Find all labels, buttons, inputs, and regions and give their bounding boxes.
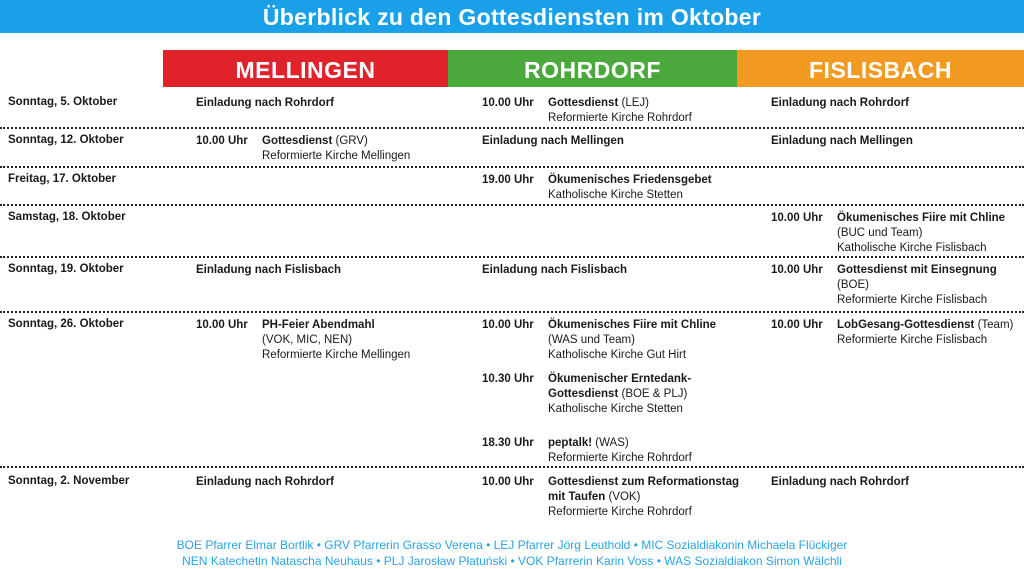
day-label: Sonntag, 19. Oktober xyxy=(8,263,124,275)
service-entry xyxy=(482,96,754,126)
service-location: Reformierte Kirche Fislisbach xyxy=(837,293,1024,308)
service-name: Ökumenisches Friedensgebet xyxy=(548,174,712,186)
service-details xyxy=(548,173,754,203)
service-leader: (Team) xyxy=(974,319,1013,331)
invitation-note: Einladung nach Mellingen xyxy=(771,134,913,149)
service-entry-content xyxy=(482,436,754,466)
service-details xyxy=(548,372,754,417)
service-leader: (VOK, MIC, NEN) xyxy=(262,333,468,348)
service-leader: (LEJ) xyxy=(618,97,649,109)
service-entry xyxy=(482,475,754,520)
row-separator xyxy=(0,466,1024,468)
service-entry xyxy=(482,436,754,466)
page-title: Überblick zu den Gottesdiensten im Oktober xyxy=(0,0,1024,33)
service-details xyxy=(837,263,1024,308)
service-leader: (WAS und Team) xyxy=(548,333,754,348)
service-location: Reformierte Kirche Rohrdorf xyxy=(548,505,754,520)
service-entry-content xyxy=(196,134,468,164)
service-details xyxy=(548,475,754,520)
service-location: Reformierte Kirche Fislisbach xyxy=(837,333,1024,348)
service-leader: (GRV) xyxy=(332,135,368,147)
service-leader: (BOE & PLJ) xyxy=(618,388,687,400)
service-location: Reformierte Kirche Mellingen xyxy=(262,348,468,363)
service-details xyxy=(837,318,1024,348)
service-time: 10.00 Uhr xyxy=(196,134,248,149)
row-separator xyxy=(0,256,1024,258)
invitation-note: Einladung nach Rohrdorf xyxy=(771,96,909,111)
service-time: 10.00 Uhr xyxy=(482,318,534,333)
legend-line: BOE Pfarrer Elmar Bortlik • GRV Pfarrerin Grasso Verena • LEJ Pfarrer Jörg Leuthold • MIC Sozialdiakonin Michaela Flückiger xyxy=(0,538,1024,554)
invitation-note: Einladung nach Fislisbach xyxy=(196,263,341,278)
invitation-note: Einladung nach Rohrdorf xyxy=(196,475,334,490)
day-label: Sonntag, 2. November xyxy=(8,475,129,487)
column-header-mellingen: MELLINGEN xyxy=(163,50,448,87)
invitation-note: Einladung nach Fislisbach xyxy=(482,263,627,278)
row-separator xyxy=(0,204,1024,206)
day-label: Sonntag, 26. Oktober xyxy=(8,318,124,330)
service-entry-content xyxy=(196,318,468,363)
service-entry-content xyxy=(771,211,1024,256)
row-separator xyxy=(0,127,1024,129)
invitation-note: Einladung nach Mellingen xyxy=(482,134,624,149)
service-name: peptalk! xyxy=(548,437,592,449)
service-location: Reformierte Kirche Rohrdorf xyxy=(548,111,754,126)
service-entry xyxy=(196,134,468,164)
service-entry xyxy=(482,173,754,203)
service-entry-content xyxy=(482,475,754,520)
service-leader: (BUC und Team) xyxy=(837,226,1024,241)
service-name: Gottesdienst mit Einsegnung xyxy=(837,264,997,276)
service-details xyxy=(262,134,468,164)
service-details xyxy=(548,318,754,363)
row-separator xyxy=(0,311,1024,313)
service-leader: (WAS) xyxy=(592,437,629,449)
service-name: Gottesdienst xyxy=(548,97,618,109)
service-name: PH-Feier Abendmahl xyxy=(262,319,375,331)
service-location: Katholische Kirche Stetten xyxy=(548,402,754,417)
service-time: 10.30 Uhr xyxy=(482,372,534,387)
service-entry xyxy=(482,372,754,417)
service-time: 19.00 Uhr xyxy=(482,173,534,188)
column-header-rohrdorf: ROHRDORF xyxy=(448,50,737,87)
service-details xyxy=(262,318,468,363)
day-label: Sonntag, 12. Oktober xyxy=(8,134,124,146)
service-time: 10.00 Uhr xyxy=(771,263,823,278)
service-entry xyxy=(196,318,468,363)
service-location: Reformierte Kirche Mellingen xyxy=(262,149,468,164)
service-name: Ökumenisches Fiire mit Chline xyxy=(548,319,716,331)
service-entry-content xyxy=(771,318,1024,348)
service-entry-content xyxy=(482,173,754,203)
service-entry-content xyxy=(771,263,1024,308)
legend-line: NEN Katechetin Natascha Neuhaus • PLJ Jarosław Płatuński • VOK Pfarrerin Karin Voss • WAS Sozialdiakon Simon Wälchli xyxy=(0,554,1024,569)
service-entry xyxy=(771,211,1024,256)
service-entry-content xyxy=(482,96,754,126)
service-leader: (BOE) xyxy=(837,278,1024,293)
service-name: Gottesdienst zum Reformationstag mit Taufen xyxy=(548,476,739,503)
service-location: Reformierte Kirche Rohrdorf xyxy=(548,451,754,466)
column-header-fislisbach: FISLISBACH xyxy=(737,50,1024,87)
service-time: 18.30 Uhr xyxy=(482,436,534,451)
service-entry-content xyxy=(482,318,754,363)
row-separator xyxy=(0,166,1024,168)
day-label: Sonntag, 5. Oktober xyxy=(8,96,117,108)
service-name: LobGesang-Gottesdienst xyxy=(837,319,974,331)
day-label: Freitag, 17. Oktober xyxy=(8,173,116,185)
service-entry-content xyxy=(482,372,754,417)
service-time: 10.00 Uhr xyxy=(482,475,534,490)
service-time: 10.00 Uhr xyxy=(482,96,534,111)
service-details xyxy=(837,211,1024,256)
service-details xyxy=(548,436,754,466)
day-label: Samstag, 18. Oktober xyxy=(8,211,126,223)
service-entry xyxy=(771,318,1024,348)
service-time: 10.00 Uhr xyxy=(771,318,823,333)
service-entry xyxy=(482,318,754,363)
invitation-note: Einladung nach Rohrdorf xyxy=(196,96,334,111)
service-time: 10.00 Uhr xyxy=(771,211,823,226)
service-details xyxy=(548,96,754,126)
service-name: Ökumenisches Fiire mit Chline xyxy=(837,212,1005,224)
service-entry xyxy=(771,263,1024,308)
service-name: Gottesdienst xyxy=(262,135,332,147)
service-time: 10.00 Uhr xyxy=(196,318,248,333)
service-location: Katholische Kirche Stetten xyxy=(548,188,754,203)
service-location: Katholische Kirche Gut Hirt xyxy=(548,348,754,363)
invitation-note: Einladung nach Rohrdorf xyxy=(771,475,909,490)
service-leader: (VOK) xyxy=(605,491,640,503)
service-location: Katholische Kirche Fislisbach xyxy=(837,241,1024,256)
service-name: Ökumenischer Erntedank-Gottesdienst xyxy=(548,373,691,400)
